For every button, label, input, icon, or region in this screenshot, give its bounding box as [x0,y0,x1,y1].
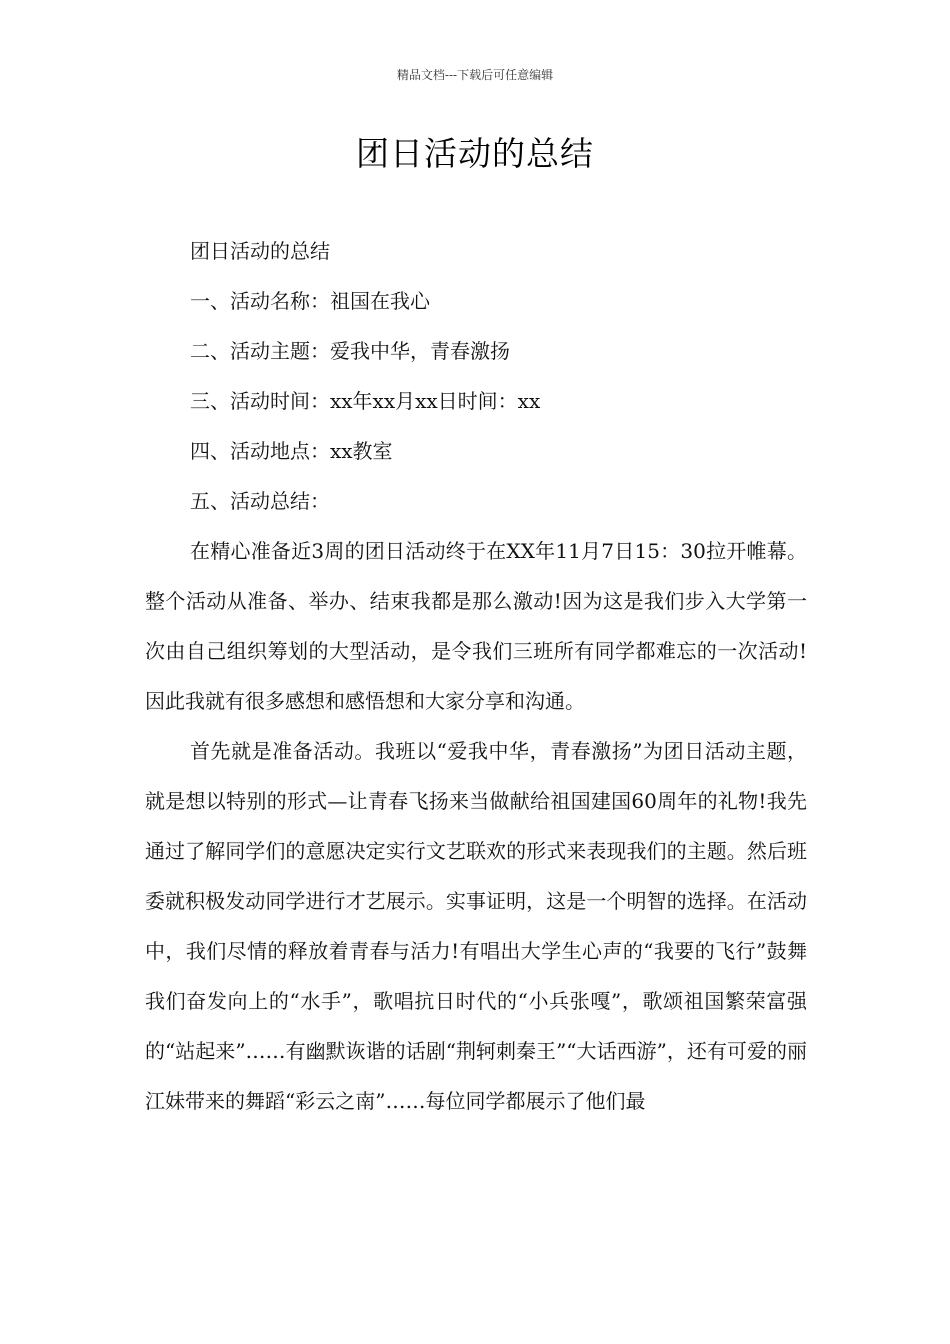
body-line: 五、活动总结： [190,489,330,513]
body-line: 三、活动时间：xx年xx月xx日时间：xx [190,389,541,413]
document-title: 团日活动的总结 [356,134,594,173]
body-line: 四、活动地点：xx教室 [190,439,393,463]
body-line: 二、活动主题：爱我中华，青春激扬 [190,339,510,363]
paragraph: 在精心准备近3周的团日活动终于在XX年11月7日15：30拉开帷幕。整个活动从准备、举办、结束我都是那么激动!因为这是我们步入大学第一次由自己组织筹划的大型活动，是令我们三班所有同学都难忘的一次活动!因此我就有很多感想和感悟想和大家分享和沟通。 [145,539,807,713]
body-line: 一、活动名称：祖国在我心 [190,289,430,313]
body-line: 团日活动的总结 [190,239,330,263]
page-header: 精品文档---下载后可任意编辑 [396,68,554,82]
document-body [145,226,807,1126]
paragraph: 首先就是准备活动。我班以“爱我中华，青春激扬”为团日活动主题，就是想以特别的形式—让青春飞扬来当做献给祖国建国60周年的礼物!我先通过了解同学们的意愿决定实行文艺联欢的形式来表现我们的主题。然后班委就积极发动同学进行才艺展示。实事证明，这是一个明智的选择。在活动中，我们尽情的释放着青春与活力!有唱出大学生心声的“我要的飞行”鼓舞我们奋发向上的“水手”，歌唱抗日时代的“小兵张嘎”，歌颂祖国繁荣富强的“站起来”……有幽默诙谐的话剧“荆轲刺秦王”“大话西游”，还有可爱的丽江妹带来的舞蹈“彩云之南”……每位同学都展示了他们最 [145,739,807,1113]
